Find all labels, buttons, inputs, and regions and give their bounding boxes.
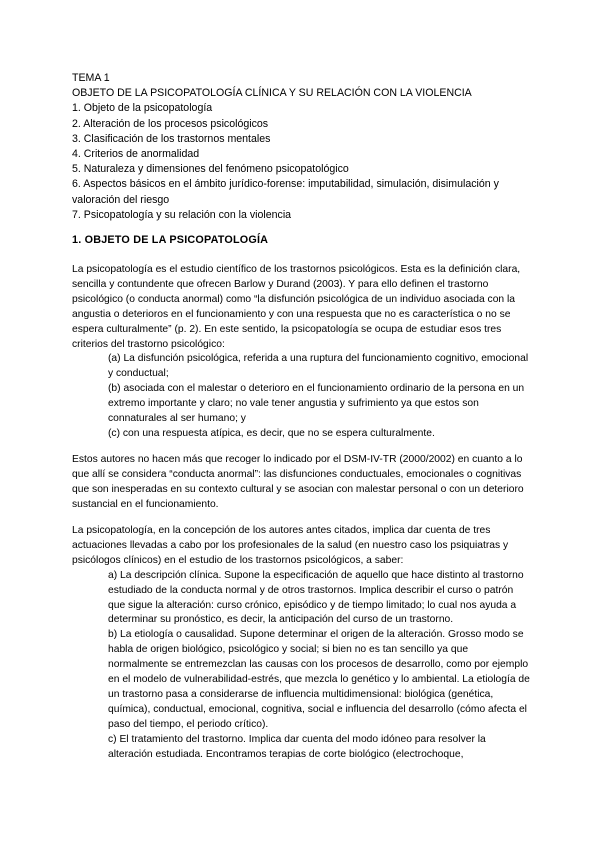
actuacion-a: a) La descripción clínica. Supone la especificación de aquello que hace distinto al trastorno estudiado de la conducta normal y de otros trastornos. Implica describir el curso o patrón que sigue la alteración: curso crónico, episódico y de tiempo limitado; lo cual nos ayuda a determinar su pronóstico, es decir, la anticipación del curso de un trastorno. [108,569,524,626]
paragraph-text: La psicopatología, en la concepción de los autores antes citados, implica dar cuenta de tres actuaciones llevadas a cabo por los profesionales de la salud (en nuestro caso los psiquiatras y psicólogos clínicos) en el estudio de los trastornos psicológicos, a saber: [72,525,509,566]
toc-item: 4. Criterios de anormalidad [72,148,200,161]
paragraph-definition [72,263,530,442]
criterion-b: (b) asociada con el malestar o deterioro en el funcionamiento ordinario de la persona en un extremo importante y claro; no vale tener angustia y sufrimiento ya que estos son connaturales al ser humano; y [108,383,525,425]
paragraph-actuaciones [72,524,530,763]
toc-item: 5. Naturaleza y dimensiones del fenómeno psicopatológico [72,163,349,176]
section-heading: 1. OBJETO DE LA PSICOPATOLOGÍA [72,234,269,246]
tema-label: TEMA 1 [72,72,110,84]
table-of-contents [72,71,542,223]
actuacion-b: b) La etiología o causalidad. Supone determinar el origen de la alteración. Grosso modo se habla de origen biológico, psicológico y social; si bien no es tan sencillo ya que normalmente se entremezclan las causas con los procesos de desarrollo, como por ejemplo en el modelo de vulnerabilidad-estrés, que mezcla lo genético y lo ambiental. La etiología de un trastorno pasa a considerarse de influencia multidimensional: biológica (genética, química), conductual, emocional, cognitiva, social e influencia del desarrollo (cómo afecta el paso del tiempo, el periodo crítico). [108,629,530,730]
tema-title: OBJETO DE LA PSICOPATOLOGÍA CLÍNICA Y SU RELACIÓN CON LA VIOLENCIA [72,87,472,100]
toc-item: 7. Psicopatología y su relación con la violencia [72,208,292,221]
toc-item: 6. Aspectos básicos en el ámbito jurídico-forense: imputabilidad, simulación, disimulación y valoración del riesgo [72,178,499,206]
paragraph-text: La psicopatología es el estudio científico de los trastornos psicológicos. Esta es la definición clara, sencilla y contundente que ofrecen Barlow y Durand (2003). Y para ello definen el trastorno psicológico (o conducta anormal) como “la disfunción psicológica de un individuo asociada con la angustia o deterioros en el funcionamiento y con una respuesta que no es característica o no se espera culturalmente” (p. 2). En este sentido, la psicopatología se ocupa de estudiar esos tres criterios del trastorno psicológico: [72,264,521,350]
toc-item: 2. Alteración de los procesos psicológicos [72,117,269,130]
toc-item: 1. Objeto de la psicopatología [72,102,213,115]
actuacion-c: c) El tratamiento del trastorno. Implica dar cuenta del modo idóneo para resolver la alteración estudiada. Encontramos terapias de corte biológico (electrochoque, [108,733,486,760]
paragraph-dsm: Estos autores no hacen más que recoger lo indicado por el DSM-IV-TR (2000/2002) en cuanto a lo que allí se considera “conducta anormal”: las disfunciones conductuales, emocionales o cognitivas que son inesperadas en su contexto cultural y se asocian con malestar personal o con un deterioro sustancial en el funcionamiento. [72,454,524,510]
toc-item: 3. Clasificación de los trastornos mentales [72,132,271,145]
criterion-c: (c) con una respuesta atípica, es decir, que no se espera culturalmente. [108,427,435,439]
criterion-a: (a) La disfunción psicológica, referida a una ruptura del funcionamiento cognitivo, emocional y conductual; [108,353,529,380]
